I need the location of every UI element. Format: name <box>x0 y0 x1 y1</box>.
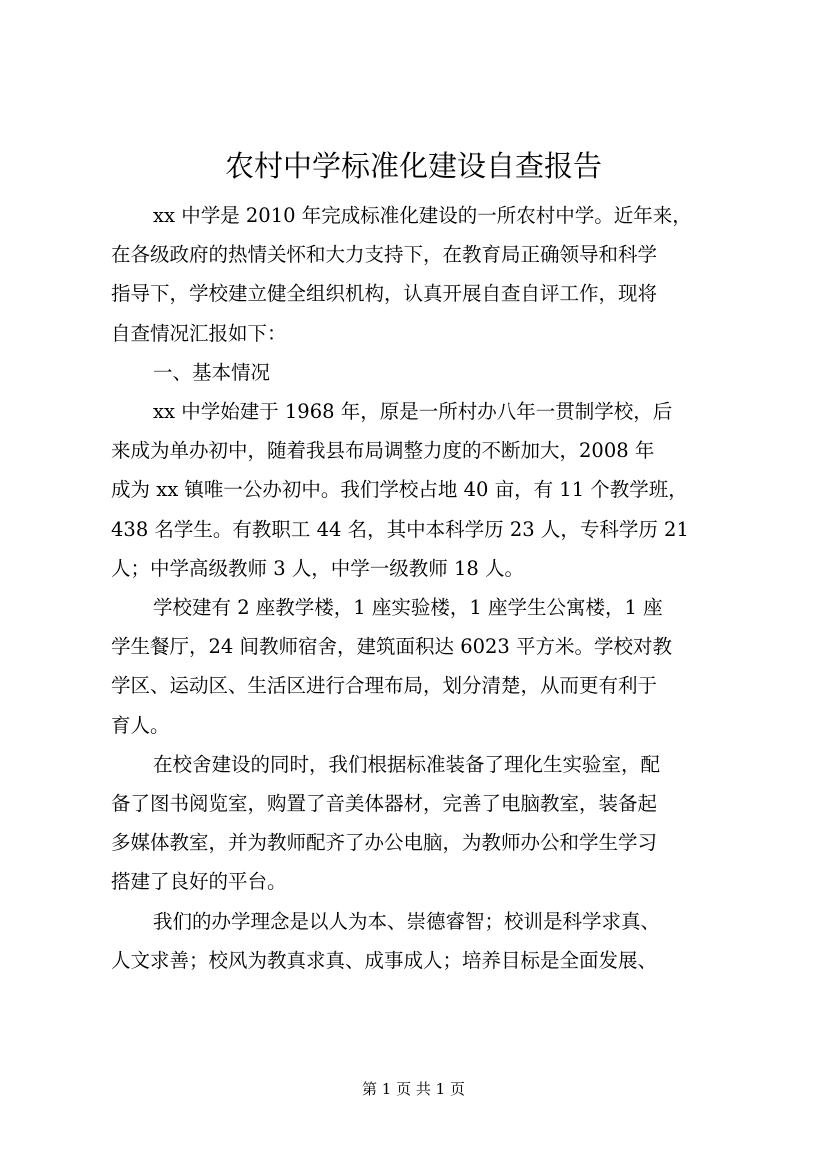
page-footer: 第 1 页 共 1 页 <box>362 1080 465 1098</box>
text-line: 人文求善；校风为教真求真、成事成人；培养目标是全面发展、 <box>111 948 658 972</box>
text-line: 学区、运动区、生活区进行合理布局，划分清楚，从而更有利于 <box>111 674 658 698</box>
text-line: xx 中学始建于 1968 年，原是一所村办八年一贯制学校，后 <box>153 400 673 424</box>
text-line: 在校舍建设的同时，我们根据标准装备了理化生实验室，配 <box>153 752 661 776</box>
text-line: 自查情况汇报如下： <box>111 321 287 345</box>
text-line: 一、基本情况 <box>153 360 271 384</box>
text-line: 438 名学生。有教职工 44 名，其中本科学历 23 人，专科学历 21 <box>111 517 689 541</box>
text-line: 人；中学高级教师 3 人，中学一级教师 18 人。 <box>111 556 525 580</box>
text-line: 成为 xx 镇唯一公办初中。我们学校占地 40 亩，有 11 个教学班， <box>111 478 688 502</box>
text-line: 我们的办学理念是以人为本、崇德睿智；校训是科学求真、 <box>153 909 661 933</box>
text-line: 学校建有 2 座教学楼，1 座实验楼，1 座学生公寓楼，1 座 <box>153 596 663 620</box>
text-line: 学生餐厅，24 间教师宿舍，建筑面积达 6023 平方米。学校对教 <box>111 635 673 659</box>
text-line: 育人。 <box>111 713 170 737</box>
text-line: 在各级政府的热情关怀和大力支持下，在教育局正确领导和科学 <box>111 243 658 267</box>
document-body <box>111 196 737 980</box>
text-line: 多媒体教室，并为教师配齐了办公电脑，为教师办公和学生学习 <box>111 831 658 855</box>
text-line: 搭建了良好的平台。 <box>111 870 287 894</box>
text-line: 指导下，学校建立健全组织机构，认真开展自查自评工作，现将 <box>111 282 658 306</box>
text-line: 来成为单办初中，随着我县布局调整力度的不断加大，2008 年 <box>111 439 655 463</box>
document-title: 农村中学标准化建设自查报告 <box>224 149 602 183</box>
text-line: 备了图书阅览室，购置了音美体器材，完善了电脑教室，装备起 <box>111 792 658 816</box>
text-line: xx 中学是 2010 年完成标准化建设的一所农村中学。近年来， <box>153 204 692 227</box>
